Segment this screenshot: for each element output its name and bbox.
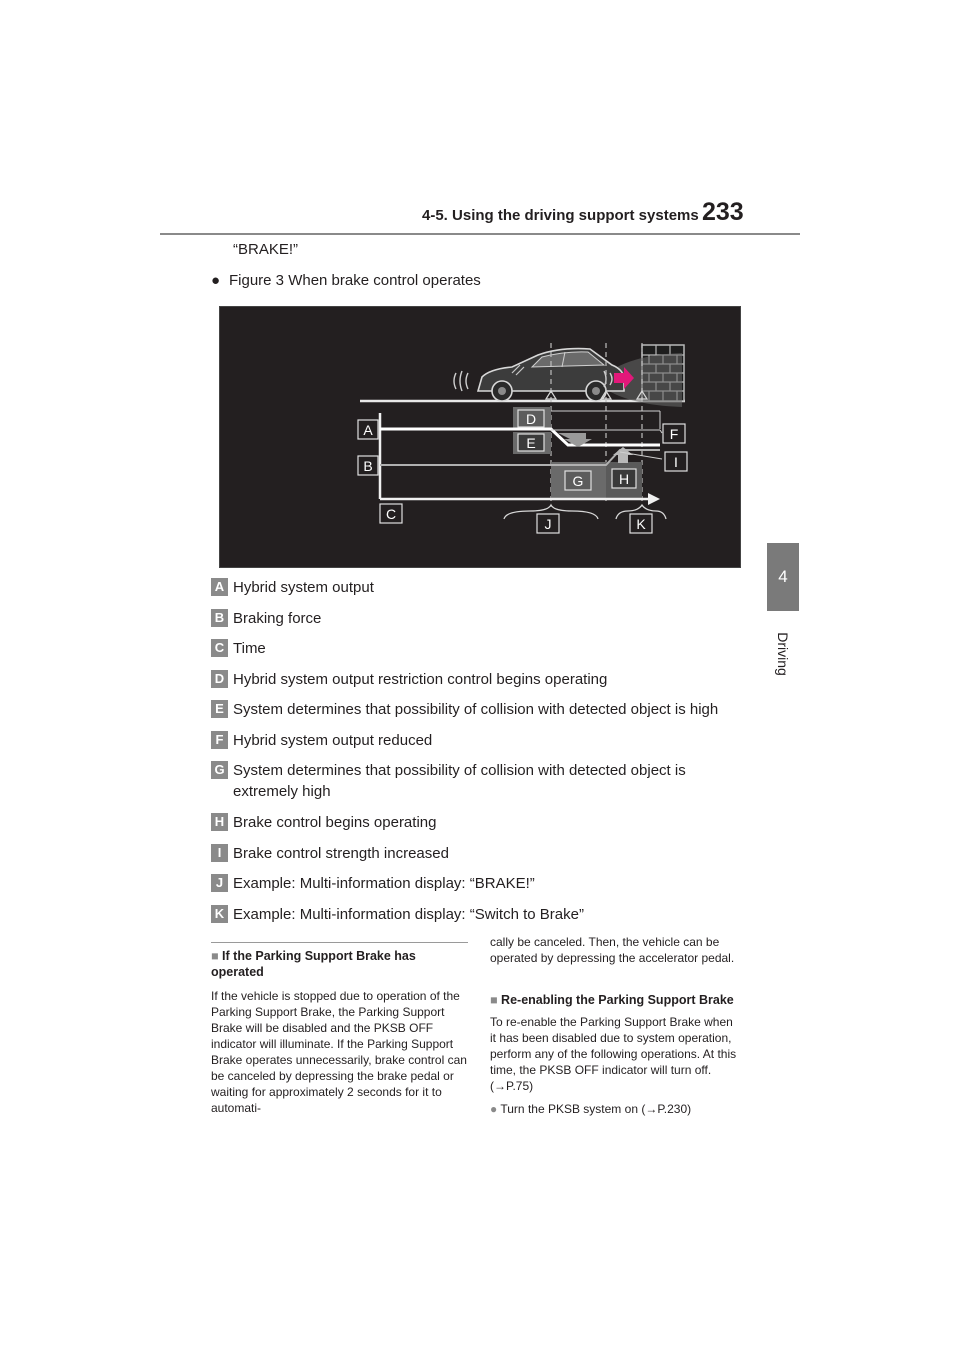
legend-key: I — [211, 844, 228, 862]
legend-key: H — [211, 813, 228, 831]
figure-label-g — [565, 471, 591, 490]
figure-label-b — [358, 456, 378, 475]
legend-text: Hybrid system output restriction control begins operating — [233, 671, 608, 688]
legend-key: A — [211, 578, 228, 596]
bullet-icon: ● — [490, 1102, 498, 1116]
figure-label-k — [630, 514, 652, 533]
legend-key: C — [211, 639, 228, 657]
note-bullet: ● Turn the PKSB system on (→P.230) — [490, 1102, 692, 1116]
legend-text: Hybrid system output reduced — [233, 732, 433, 749]
figure-label-c — [380, 504, 402, 523]
legend-key: G — [211, 761, 228, 779]
svg-text:K: K — [636, 516, 646, 532]
svg-text:H: H — [618, 471, 630, 487]
svg-text:C: C — [385, 506, 397, 522]
legend-text: Example: Multi-information display: “Switch to Brake” — [233, 906, 584, 923]
svg-text:B: B — [363, 458, 373, 474]
legend-key: J — [211, 874, 228, 892]
brake-control-figure — [219, 306, 741, 568]
legend-key: E — [211, 700, 228, 718]
svg-text:I: I — [674, 454, 678, 470]
legend-text: Hybrid system output — [233, 579, 374, 596]
figure-label-h — [612, 469, 636, 488]
legend-text: System determines that possibility of collision with detected object is high — [233, 701, 719, 718]
figure-title: Figure 3 When brake control operates — [229, 272, 481, 289]
legend-key: K — [211, 905, 228, 923]
figure-label-e — [518, 434, 544, 451]
note-heading-reenable: ■ Re-enabling the Parking Support Brake — [490, 993, 734, 1007]
note-rule — [211, 942, 468, 943]
figure-label-j — [537, 514, 559, 533]
time-axis-arrow-icon — [648, 493, 660, 505]
legend-text: Time — [233, 640, 266, 657]
legend-key: B — [211, 609, 228, 627]
chapter-tab[interactable]: 4 — [767, 543, 799, 611]
figure-label-f — [663, 424, 685, 443]
note-continuation: cally be canceled. Then, the vehicle can be operated by depressing the accelerator pedal. — [490, 935, 735, 965]
square-marker-icon: ■ — [490, 993, 498, 1007]
note-heading-parking-brake-operated: ■ If the Parking Support Brake has operated — [211, 949, 416, 979]
continued-text: “BRAKE!” — [233, 241, 299, 258]
svg-text:G: G — [572, 473, 584, 489]
page-number: 233 — [702, 198, 744, 226]
chapter-label: Driving — [775, 632, 791, 676]
svg-text:E: E — [526, 435, 536, 451]
legend-text: Example: Multi-information display: “BRAKE!” — [233, 875, 535, 892]
svg-text:F: F — [669, 426, 679, 442]
note-body-left: If the vehicle is stopped due to operation of the Parking Support Brake, the Parking Support Brake will be disabled and the PKSB OFF indicator will illuminate. If the Parking Support Brake operates unnecessarily, brake control can be canceled by depressing the brake pedal or waiting for approximately 2 seconds for it to automati- — [211, 989, 467, 1115]
svg-text:J: J — [544, 516, 552, 532]
legend-key: F — [211, 731, 228, 749]
note-body-right: To re-enable the Parking Support Brake when it has been disabled due to system operation, perform any of the following operations. At this time, the PKSB OFF indicator will turn off. (→P.75) — [490, 1015, 737, 1093]
figure-label-d — [518, 410, 544, 427]
square-marker-icon: ■ — [211, 949, 219, 963]
legend-text: Braking force — [233, 610, 322, 627]
figure-label-a — [358, 420, 378, 439]
figure-label-i — [665, 452, 687, 471]
svg-text:A: A — [363, 422, 373, 438]
legend-text: System determines that possibility of collision with detected object is extremely high — [233, 762, 686, 800]
legend-text: Brake control begins operating — [233, 814, 437, 831]
bullet-icon: ● — [211, 272, 221, 289]
legend-key: D — [211, 670, 228, 688]
section-title: 4-5. Using the driving support systems — [422, 207, 699, 224]
header-rule — [160, 233, 800, 235]
svg-text:D: D — [525, 411, 537, 427]
legend-text: Brake control strength increased — [233, 845, 449, 862]
